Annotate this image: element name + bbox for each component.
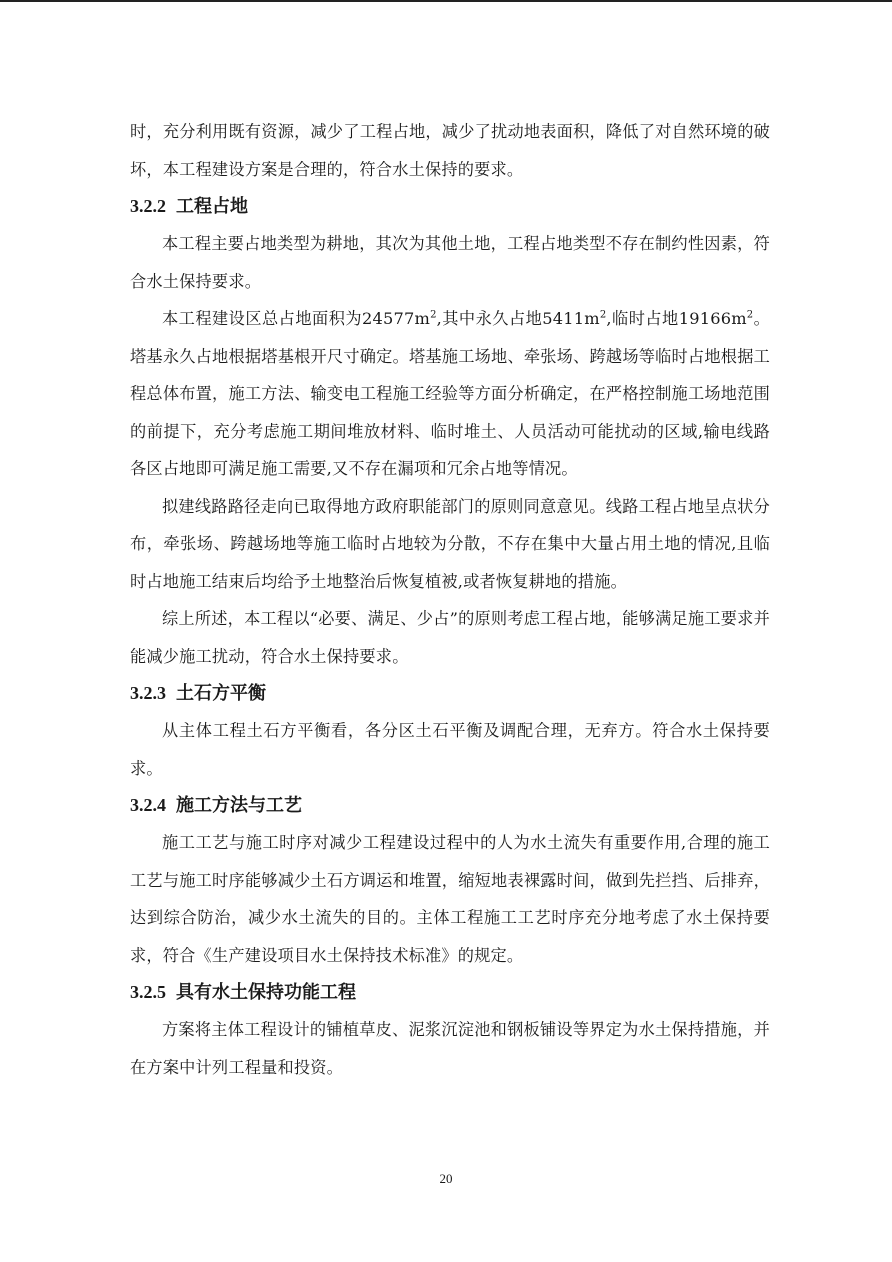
- document-body: [130, 113, 770, 1086]
- paragraph-land-summary: 综上所述，本工程以“必要、满足、少占”的原则考虑工程占地，能够满足施工要求并能减少施工扰动，符合水土保持要求。: [130, 609, 770, 666]
- paragraph-construction-method: 施工工艺与施工时序对减少工程建设过程中的人为水土流失有重要作用,合理的施工工艺与施工时序能够减少土石方调运和堆置，缩短地表裸露时间，做到先拦挡、后排弃，达到综合防治，减少水土流失的目的。主体工程施工工艺时序充分地考虑了水土保持要求，符合《生产建设项目水土保持技术标准》的规定。: [130, 833, 770, 965]
- paragraph-continuation: 时，充分利用既有资源，减少了工程占地，减少了扰动地表面积，降低了对自然环境的破坏，本工程建设方案是合理的，符合水土保持的要求。: [130, 122, 770, 179]
- superscript-2: 2: [746, 309, 754, 321]
- section-heading-3-2-2: [130, 188, 770, 225]
- section-title: 具有水土保持功能工程: [176, 982, 356, 1003]
- page-number: 20: [439, 1171, 453, 1186]
- paragraph-conservation-works: 方案将主体工程设计的铺植草皮、泥浆沉淀池和钢板铺设等界定为水土保持措施，并在方案中计列工程量和投资。: [130, 1020, 770, 1077]
- section-heading-3-2-3: [130, 675, 770, 712]
- paragraph-land-type: 本工程主要占地类型为耕地，其次为其他土地，工程占地类型不存在制约性因素，符合水土保持要求。: [130, 234, 770, 291]
- page-top-border: [0, 0, 892, 2]
- section-number: 3.2.5: [130, 982, 166, 1002]
- land-area-text-1: 本工程建设区总占地面积为24577m: [162, 309, 431, 328]
- section-number: 3.2.2: [130, 196, 166, 216]
- land-area-text-4: 。塔基永久占地根据塔基根开尺寸确定。塔基施工场地、牵张场、跨越场等临时占地根据工程总体布置，施工方法、输变电工程施工经验等方面分析确定，在严格控制施工场地范围的前提下，充分考虑施工期间堆放材料、临时堆土、人员活动可能扰动的区域,输电线路各区占地即可满足施工需要,又不存在漏项和冗余占地等情况。: [130, 309, 770, 478]
- land-area-text-3: ,临时占地19166m: [606, 309, 747, 328]
- section-title: 工程占地: [176, 196, 248, 217]
- section-heading-3-2-5: [130, 974, 770, 1011]
- paragraph-land-area: [130, 300, 770, 488]
- paragraph-route-approval: 拟建线路路径走向已取得地方政府职能部门的原则同意意见。线路工程占地呈点状分布，牵张场、跨越场地等施工临时占地较为分散，不存在集中大量占用土地的情况,且临时占地施工结束后均给予土地整治后恢复植被,或者恢复耕地的措施。: [130, 496, 770, 591]
- section-heading-3-2-4: [130, 787, 770, 824]
- section-title: 施工方法与工艺: [176, 795, 302, 816]
- land-area-text-2: ,其中永久占地5411m: [436, 309, 600, 328]
- section-number: 3.2.3: [130, 683, 166, 703]
- paragraph-earthwork-balance: 从主体工程土石方平衡看，各分区土石平衡及调配合理，无弃方。符合水土保持要求。: [130, 721, 770, 778]
- superscript-2: 2: [599, 309, 607, 321]
- section-title: 土石方平衡: [176, 683, 266, 704]
- superscript-2: 2: [430, 309, 437, 321]
- section-number: 3.2.4: [130, 795, 166, 815]
